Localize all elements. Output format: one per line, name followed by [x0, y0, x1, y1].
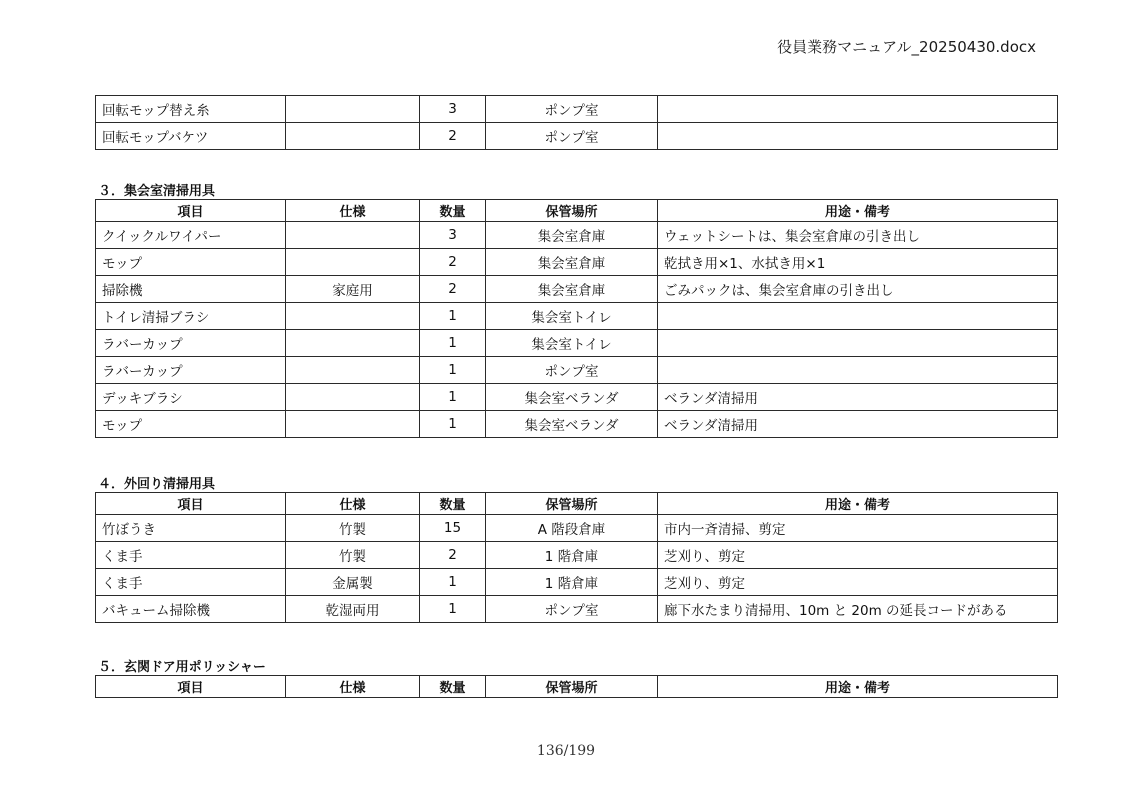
cell-item: 竹ぼうき — [96, 515, 286, 542]
cell-location: 集会室ベランダ — [486, 384, 658, 411]
header-notes: 用途・備考 — [658, 676, 1058, 698]
header-item: 項目 — [96, 676, 286, 698]
header-notes: 用途・備考 — [658, 200, 1058, 222]
header-quantity: 数量 — [420, 676, 486, 698]
cell-notes: 廊下水たまり清掃用、10m と 20m の延長コードがある — [658, 596, 1058, 623]
cell-notes: ごみパックは、集会室倉庫の引き出し — [658, 276, 1058, 303]
cell-quantity: 15 — [420, 515, 486, 542]
cell-notes: ベランダ清掃用 — [658, 384, 1058, 411]
cell-quantity: 1 — [420, 330, 486, 357]
table-row — [96, 569, 1058, 596]
cell-location: 集会室倉庫 — [486, 222, 658, 249]
table-row — [96, 303, 1058, 330]
cell-quantity: 1 — [420, 357, 486, 384]
document-filename: 役員業務マニュアル_20250430.docx — [777, 38, 1036, 56]
cell-spec — [286, 303, 420, 330]
cell-notes — [658, 357, 1058, 384]
cell-location: 集会室ベランダ — [486, 411, 658, 438]
cell-notes: 乾拭き用×1、水拭き用×1 — [658, 249, 1058, 276]
table-row — [96, 596, 1058, 623]
cell-spec — [286, 222, 420, 249]
header-spec: 仕様 — [286, 676, 420, 698]
section-5-title: ５．玄関ドア用ポリッシャー — [98, 660, 266, 675]
cell-quantity: 2 — [420, 276, 486, 303]
header-quantity: 数量 — [420, 493, 486, 515]
cell-spec — [286, 384, 420, 411]
cell-location: A 階段倉庫 — [486, 515, 658, 542]
cell-spec: 竹製 — [286, 542, 420, 569]
cell-spec: 金属製 — [286, 569, 420, 596]
cell-location: 1 階倉庫 — [486, 569, 658, 596]
cell-quantity: 1 — [420, 303, 486, 330]
cell-notes: ベランダ清掃用 — [658, 411, 1058, 438]
page-number: 136/199 — [536, 743, 596, 759]
section-4-title: ４．外回り清掃用具 — [98, 477, 216, 492]
cell-location: ポンプ室 — [486, 596, 658, 623]
table-row — [96, 96, 1058, 123]
section-5-table — [95, 675, 1058, 698]
cell-item: 回転モップバケツ — [96, 123, 286, 150]
table-header-row — [96, 200, 1058, 222]
cell-item: 掃除機 — [96, 276, 286, 303]
cell-item: くま手 — [96, 569, 286, 596]
cell-spec — [286, 411, 420, 438]
cell-notes: ウェットシートは、集会室倉庫の引き出し — [658, 222, 1058, 249]
cell-item: モップ — [96, 411, 286, 438]
cell-item: バキューム掃除機 — [96, 596, 286, 623]
cell-item: くま手 — [96, 542, 286, 569]
cell-notes — [658, 303, 1058, 330]
cell-spec: 乾湿両用 — [286, 596, 420, 623]
cell-spec — [286, 96, 420, 123]
cell-location: ポンプ室 — [486, 96, 658, 123]
cell-spec: 家庭用 — [286, 276, 420, 303]
header-quantity: 数量 — [420, 200, 486, 222]
cell-quantity: 1 — [420, 569, 486, 596]
cell-spec — [286, 357, 420, 384]
table-row — [96, 357, 1058, 384]
header-location: 保管場所 — [486, 676, 658, 698]
cell-notes — [658, 123, 1058, 150]
table-row — [96, 123, 1058, 150]
cell-notes: 芝刈り、剪定 — [658, 542, 1058, 569]
table-row — [96, 249, 1058, 276]
cell-quantity: 3 — [420, 222, 486, 249]
cell-location: 集会室トイレ — [486, 303, 658, 330]
cell-item: モップ — [96, 249, 286, 276]
cell-location: 集会室トイレ — [486, 330, 658, 357]
cell-spec — [286, 249, 420, 276]
continued-equipment-table — [95, 95, 1058, 150]
header-location: 保管場所 — [486, 200, 658, 222]
header-location: 保管場所 — [486, 493, 658, 515]
cell-notes — [658, 330, 1058, 357]
table-row — [96, 330, 1058, 357]
cell-notes: 市内一斉清掃、剪定 — [658, 515, 1058, 542]
cell-item: 回転モップ替え糸 — [96, 96, 286, 123]
cell-location: ポンプ室 — [486, 123, 658, 150]
table-row — [96, 515, 1058, 542]
table-header-row — [96, 493, 1058, 515]
cell-item: トイレ清掃ブラシ — [96, 303, 286, 330]
table-row — [96, 276, 1058, 303]
cell-item: デッキブラシ — [96, 384, 286, 411]
section-3-title: ３．集会室清掃用具 — [98, 184, 216, 199]
cell-quantity: 1 — [420, 384, 486, 411]
cell-spec: 竹製 — [286, 515, 420, 542]
cell-item: クイックルワイパー — [96, 222, 286, 249]
cell-notes: 芝刈り、剪定 — [658, 569, 1058, 596]
cell-location: 集会室倉庫 — [486, 276, 658, 303]
header-notes: 用途・備考 — [658, 493, 1058, 515]
cell-notes — [658, 96, 1058, 123]
cell-location: ポンプ室 — [486, 357, 658, 384]
section-3-table — [95, 199, 1058, 438]
cell-item: ラバーカップ — [96, 330, 286, 357]
header-spec: 仕様 — [286, 493, 420, 515]
cell-quantity: 2 — [420, 249, 486, 276]
table-row — [96, 384, 1058, 411]
cell-quantity: 2 — [420, 123, 486, 150]
cell-quantity: 2 — [420, 542, 486, 569]
section-4-table — [95, 492, 1058, 623]
table-row — [96, 542, 1058, 569]
header-item: 項目 — [96, 200, 286, 222]
cell-quantity: 1 — [420, 411, 486, 438]
cell-location: 1 階倉庫 — [486, 542, 658, 569]
cell-spec — [286, 123, 420, 150]
header-spec: 仕様 — [286, 200, 420, 222]
table-header-row — [96, 676, 1058, 698]
cell-location: 集会室倉庫 — [486, 249, 658, 276]
cell-quantity: 3 — [420, 96, 486, 123]
table-row — [96, 222, 1058, 249]
table-row — [96, 411, 1058, 438]
cell-spec — [286, 330, 420, 357]
header-item: 項目 — [96, 493, 286, 515]
cell-quantity: 1 — [420, 596, 486, 623]
cell-item: ラバーカップ — [96, 357, 286, 384]
